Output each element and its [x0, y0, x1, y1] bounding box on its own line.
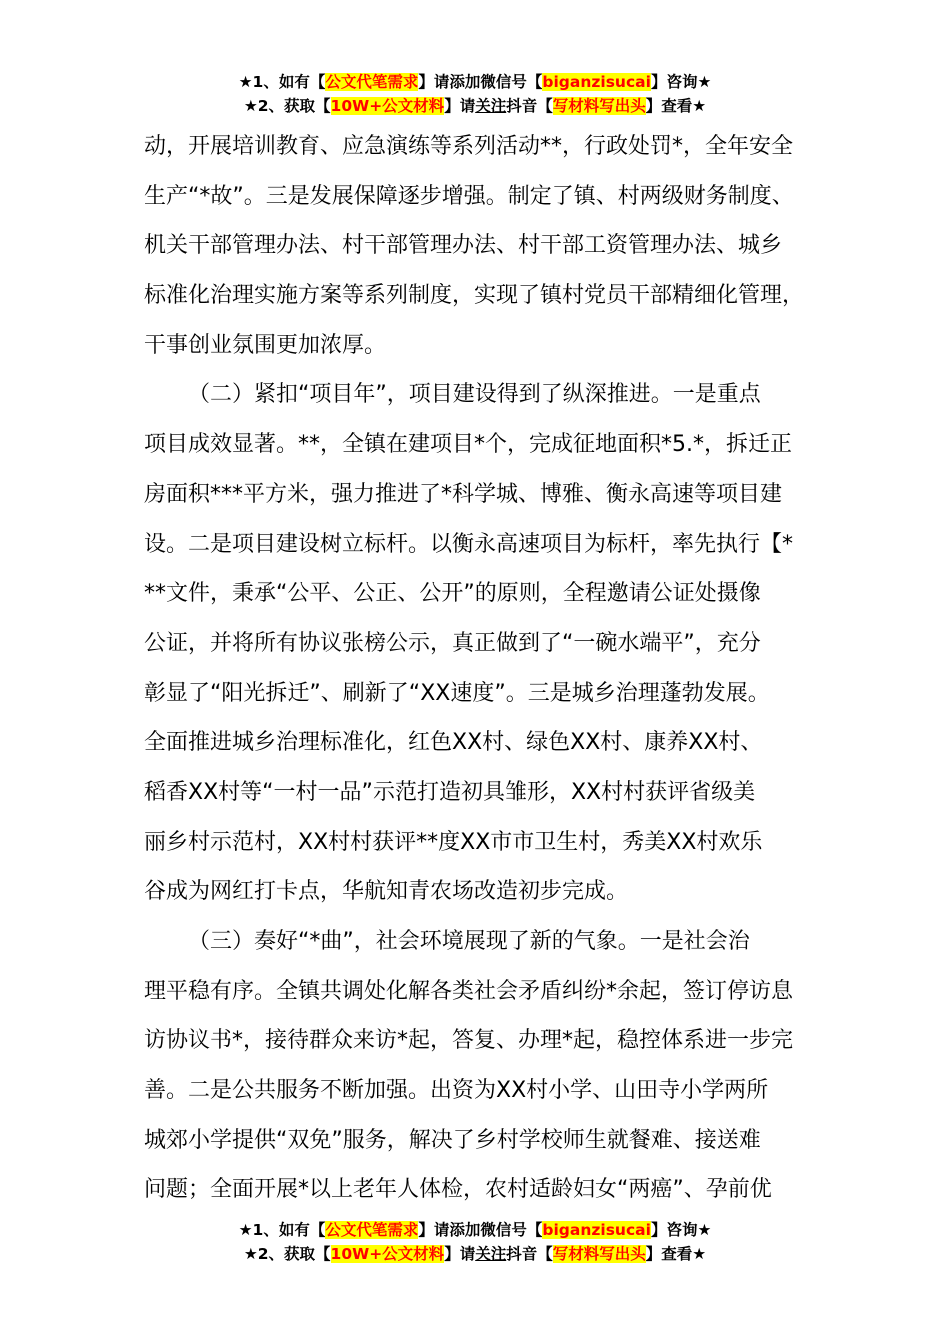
highlight-materials: 10W+公文材料	[330, 97, 445, 115]
banner-line-2: ★2、获取【10W+公文材料】请关注抖音【写材料写出头】查看★	[243, 1245, 707, 1263]
body-line: 生产“*故”。三是发展保障逐步增强。制定了镇、村两级财务制度、	[144, 183, 794, 209]
banner-line-1: ★1、如有【公文代笔需求】请添加微信号【biganzisucai】咨询★	[238, 1221, 712, 1239]
underlined-follow: 关注	[475, 1245, 507, 1263]
banner-line-1: ★1、如有【公文代笔需求】请添加微信号【biganzisucai】咨询★	[238, 73, 712, 91]
body-line: 标准化治理实施方案等系列制度，实现了镇村党员干部精细化管理，	[144, 283, 805, 309]
highlight-douyin-account: 写材料写出头	[552, 1245, 646, 1263]
highlight-douyin-account: 写材料写出头	[552, 97, 646, 115]
highlight-service: 公文代笔需求	[325, 1221, 419, 1239]
highlight-wechat-id: biganzisucai	[542, 73, 651, 91]
body-line: 机关干部管理办法、村干部管理办法、村干部工资管理办法、城乡	[144, 233, 783, 259]
footer-banner	[0, 1218, 950, 1266]
body-line: 彰显了“阳光拆迁”、刷新了“XX速度”。三是城乡治理蓬勃发展。	[144, 680, 770, 706]
underlined-follow: 关注	[475, 97, 507, 115]
paragraph-2-start: （二）紧扣“项目年”，项目建设得到了纵深推进。一是重点	[188, 382, 761, 408]
body-line: 城郊小学提供“双免”服务，解决了乡村学校师生就餐难、接送难	[144, 1127, 761, 1153]
body-line: 房面积***平方米，强力推进了*科学城、博雅、衡永高速等项目建	[144, 481, 783, 507]
body-line: 动，开展培训教育、应急演练等系列活动**，行政处罚*，全年安全	[144, 134, 794, 159]
body-line: 干事创业氛围更加浓厚。	[144, 332, 387, 358]
body-line: 问题；全面开展*以上老年人体检，农村适龄妇女“两癌”、孕前优	[144, 1177, 772, 1203]
body-line: 丽乡村示范村，XX村村获评**度XX市市卫生村，秀美XX村欢乐	[144, 829, 763, 855]
body-line: 稻香XX村等“一村一品”示范打造初具雏形，XX村村获评省级美	[144, 779, 756, 805]
body-line: 全面推进城乡治理标准化，红色XX村、绿色XX村、康养XX村、	[144, 730, 763, 756]
highlight-materials: 10W+公文材料	[330, 1245, 445, 1263]
highlight-wechat-id: biganzisucai	[542, 1221, 651, 1239]
body-line: 善。二是公共服务不断加强。出资为XX村小学、山田寺小学两所	[144, 1078, 769, 1104]
header-banner	[0, 70, 950, 118]
body-line: 设。二是项目建设树立标杆。以衡永高速项目为标杆，率先执行【*	[144, 531, 794, 557]
body-line: 项目成效显著。**，全镇在建项目*个，完成征地面积*5.*，拆迁正	[144, 432, 792, 458]
body-line: 谷成为网红打卡点，华航知青农场改造初步完成。	[144, 879, 629, 905]
document-body	[144, 122, 824, 1215]
highlight-service: 公文代笔需求	[325, 73, 419, 91]
banner-line-2: ★2、获取【10W+公文材料】请关注抖音【写材料写出头】查看★	[243, 97, 707, 115]
body-line: 公证，并将所有协议张榜公示，真正做到了“一碗水端平”，充分	[144, 630, 761, 656]
body-line: **文件，秉承“公平、公正、公开”的原则，全程邀请公证处摄像	[144, 581, 761, 607]
paragraph-3-start: （三）奏好“*曲”，社会环境展现了新的气象。一是社会治	[188, 929, 750, 954]
body-line: 访协议书*，接待群众来访*起，答复、办理*起，稳控体系进一步完	[144, 1028, 794, 1054]
body-line: 理平稳有序。全镇共调处化解各类社会矛盾纠纷*余起，签订停访息	[144, 978, 794, 1004]
